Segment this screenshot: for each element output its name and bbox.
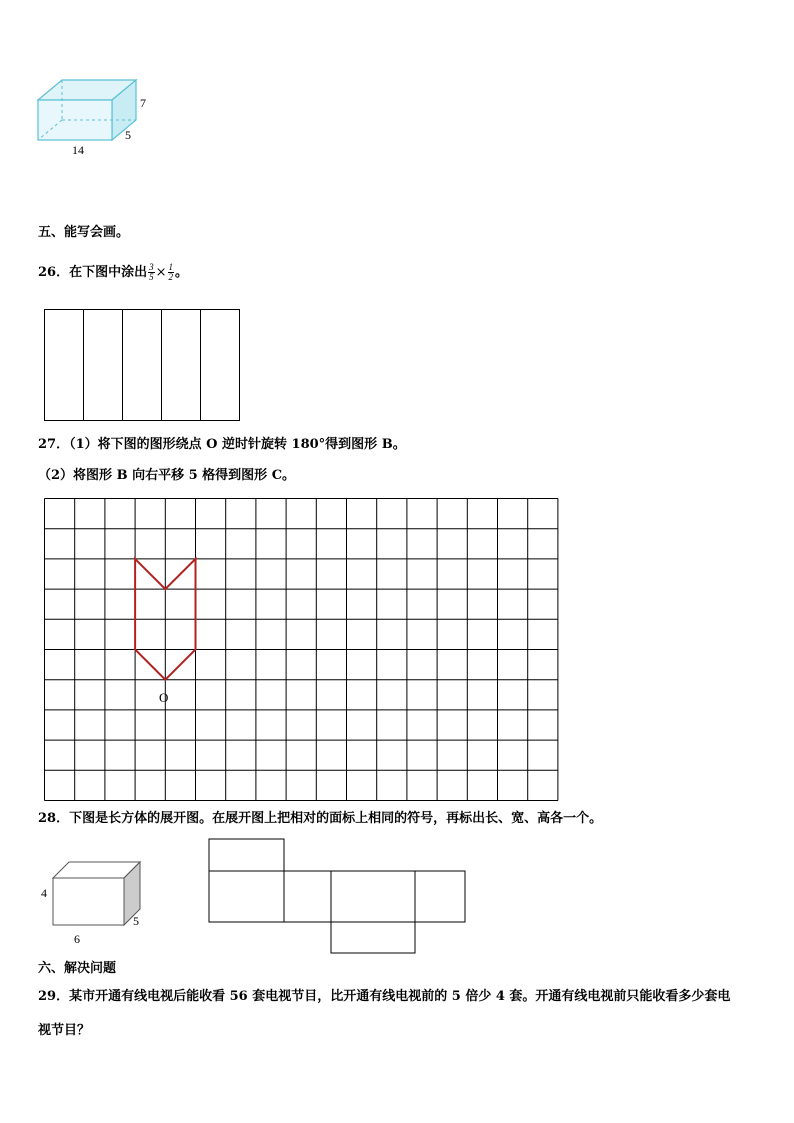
question-26: [38, 263, 188, 282]
q26-suffix: 。: [175, 265, 189, 280]
question-29-line-1: 29．某市开通有线电视后能收看 56 套电视节目，比开通有线电视前的 5 倍少 4 套。开通有线电视前只能收看多少套电: [38, 989, 731, 1004]
q27-square-grid: [44, 498, 560, 803]
q28-height-label: 4: [41, 886, 47, 900]
q26-prefix: 26．在下图中涂出: [38, 265, 148, 280]
cuboid-figure-q28: [52, 861, 144, 927]
section-6-title: 六、解决问题: [38, 961, 117, 976]
q26-rectangle-grid: [44, 309, 240, 421]
question-27-part-2: （2）将图形 B 向右平移 5 格得到图形 C。: [38, 468, 296, 483]
q28-width-label: 5: [133, 914, 139, 928]
point-o-label: O: [159, 690, 169, 705]
cuboid-width-label: 5: [125, 128, 131, 142]
question-28: 28．下图是长方体的展开图。在展开图上把相对的面标上相同的符号，再标出长、宽、高各一个。: [38, 811, 603, 826]
fraction-1-2: $\frac{1}{2}$: [168, 262, 173, 282]
cuboid-net: [208, 838, 468, 956]
cuboid-length-label: 14: [72, 143, 84, 157]
q28-length-label: 6: [74, 932, 80, 946]
cuboid-figure-top: [36, 78, 146, 158]
question-27-part-1: 27．（1）将下图的图形绕点 O 逆时针旋转 180°得到图形 B。: [38, 437, 406, 452]
times-sign: ×: [155, 265, 167, 280]
question-29-line-2: 视节目？: [38, 1023, 91, 1038]
fraction-3-5: $\frac{3}{5}$: [149, 262, 154, 282]
cuboid-height-label: 7: [140, 96, 146, 110]
section-5-title: 五、能写会画。: [38, 225, 130, 240]
